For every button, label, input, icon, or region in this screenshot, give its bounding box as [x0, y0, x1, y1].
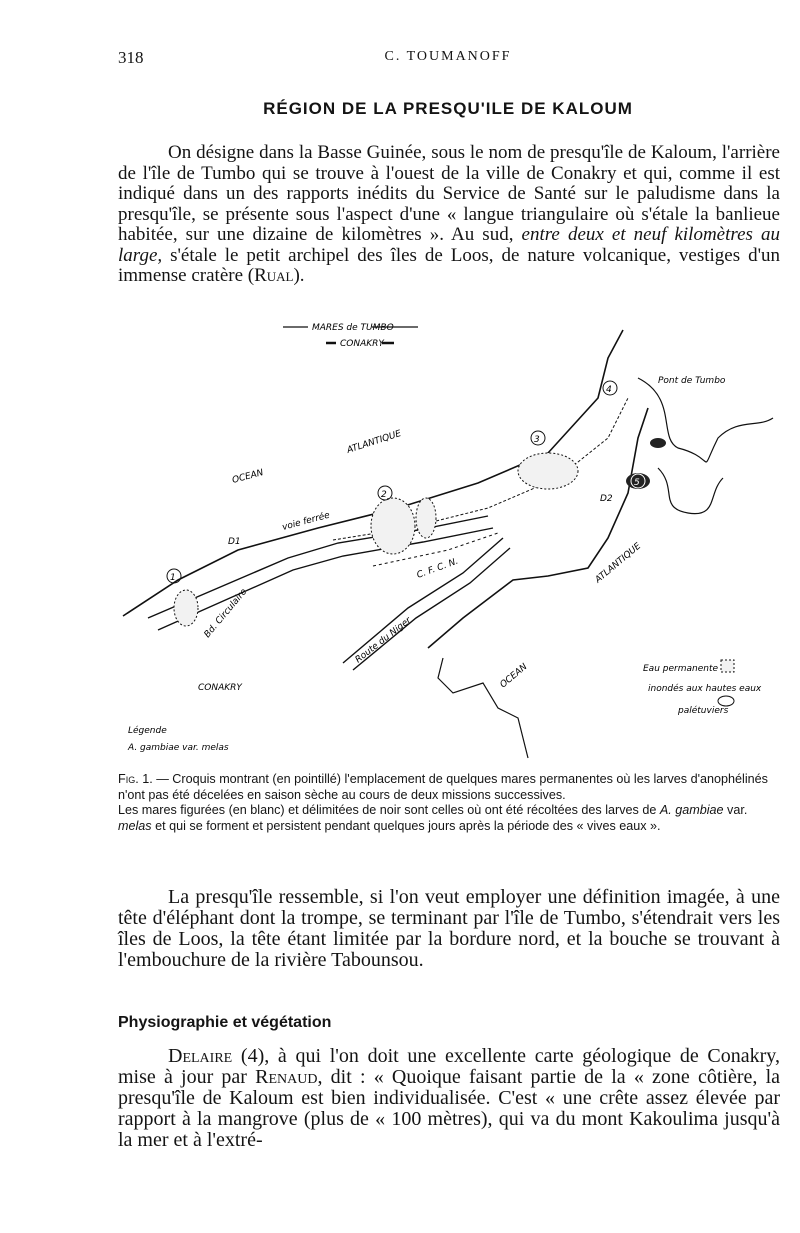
- para1-text-1: On désigne dans la Basse Guinée, sous le nom de presqu'île de Kaloum, l'arrière de l'île de Tumbo qui se trouve à l'ouest de la ville de Conakry et qui, comme il est indiqué dans un des rapports inédits du Service de Santé sur le paludisme dans la presqu'île, se présente sous l'aspect d'une « langue triangulaire où s'étale la banlieue habitée, sur une dizaine de kilomètres ». Au sud,: [118, 142, 780, 245]
- label-conakry: CONAKRY: [198, 683, 242, 693]
- marker-4: 4: [606, 385, 612, 395]
- map-legend-title: [283, 323, 418, 349]
- paragraph-intro: [118, 143, 780, 287]
- para1-text-3: ).: [293, 265, 305, 286]
- key-eau-permanente: Eau permanente: [643, 664, 719, 674]
- label-cfcn: C. F. C. N.: [415, 556, 460, 581]
- legend-bottom-2: A. gambiae var. melas: [128, 743, 229, 753]
- legend-bottom-1: Légende: [128, 726, 167, 736]
- caption-label: Fig. 1.: [118, 772, 153, 786]
- label-atlantique-se: ATLANTIQUE: [593, 541, 644, 586]
- para3-text-2: , dit : « Quoique faisant partie de la « zone côtière, la presqu'île de Kaloum est bien individualisée. C'est « une crête assez élevée par rapport à la mangrove (plus de « 100 mètres), qui va du mont Kakoulima jusqu'à la mer et à l'extré-: [118, 1066, 781, 1151]
- estuary-2: [658, 468, 723, 514]
- pond-6: [650, 438, 666, 448]
- label-bd-circulaire: Bd. Circulaire: [202, 587, 250, 640]
- para3-author-2: Renaud: [255, 1066, 318, 1088]
- label-d1: D1: [228, 537, 241, 547]
- running-head: C. TOUMANOFF: [384, 49, 512, 64]
- caption-italic-1: A. gambiae: [659, 803, 724, 817]
- map-legend-bottom: [127, 725, 229, 753]
- page-number: 318: [118, 48, 144, 67]
- pond-2: [371, 498, 415, 554]
- estuary: [638, 378, 773, 462]
- map-key: [643, 660, 762, 716]
- pond-1: [174, 590, 198, 626]
- paragraph-physiographie: [118, 1046, 780, 1151]
- label-atlantique-nw: ATLANTIQUE: [345, 428, 403, 456]
- label-ocean-s: OCEAN: [498, 662, 530, 691]
- para3-author-1: Delaire: [168, 1045, 233, 1067]
- marker-3: 3: [534, 435, 540, 445]
- para1-text-2: s'étale le petit archipel des îles de Loos, de nature volcanique, vestiges d'un immense cratère (: [118, 244, 780, 286]
- label-d2: D2: [600, 494, 613, 504]
- pond-3: [416, 498, 436, 538]
- marker-5: 5: [634, 478, 640, 488]
- marker-1: 1: [170, 573, 176, 583]
- key-paletuviers: palétuviers: [678, 706, 729, 716]
- page-header: [118, 48, 778, 72]
- figure-map: [118, 318, 780, 763]
- caption-line-1: [118, 772, 780, 803]
- paragraph-elephant: La presqu'île ressemble, si l'on veut employer une définition imagée, à une tête d'éléphant dont la trompe, se terminant par l'île de Tumbo, s'étendrait vers les îles de Loos, la tête étant limitée par la bordure nord, et la bouche se trouvant à l'embouchure de la rivière Tabounsou.: [118, 886, 780, 971]
- label-ile-tumbo: Pont de Tumbo: [658, 376, 726, 386]
- road-circulaire-2: [158, 528, 493, 630]
- para3-text-1: (4), à qui l'on doit une excellente carte géologique de Conakry, mise à jour par: [118, 1045, 780, 1088]
- caption-text-2b: var.: [723, 803, 748, 817]
- legend-mares: MARES de TUMBO: [312, 323, 394, 333]
- pond-4: [518, 453, 578, 489]
- map-sketch: [118, 318, 780, 763]
- label-ocean-nw: OCEAN: [231, 467, 265, 486]
- caption-text-2c: et qui se forment et persistent pendant quelques jours après la période des « vives eaux ».: [151, 818, 661, 833]
- label-route-niger: Route du Niger: [353, 615, 414, 666]
- label-voie-ferree: voie ferrée: [281, 510, 332, 533]
- figure-caption: [118, 772, 780, 834]
- caption-text-1: — Croquis montrant (en pointillé) l'emplacement de quelques mares permanentes où les larves d'anophélinés n'ont pas été décelées en saison sèche au cours de deux missions successives.: [118, 772, 768, 802]
- section-title: RÉGION DE LA PRESQU'ILE DE KALOUM: [263, 99, 633, 118]
- marker-2: 2: [381, 490, 387, 500]
- road-niger: [343, 538, 503, 666]
- subheading-physiographie: Physiographie et végétation: [118, 1014, 332, 1031]
- caption-text-2a: Les mares figurées (en blanc) et délimitées de noir sont celles où ont été récoltées des larves de: [118, 803, 660, 817]
- pond-markers: [174, 438, 666, 626]
- para1-author: Rual: [254, 265, 294, 286]
- caption-line-2: [118, 803, 780, 834]
- para1-italic: entre deux et neuf kilomètres au large,: [118, 224, 780, 266]
- key-inondations: inondés aux hautes eaux: [648, 684, 762, 694]
- legend-conakry: CONAKRY: [340, 339, 384, 349]
- caption-italic-2: melas: [118, 818, 152, 833]
